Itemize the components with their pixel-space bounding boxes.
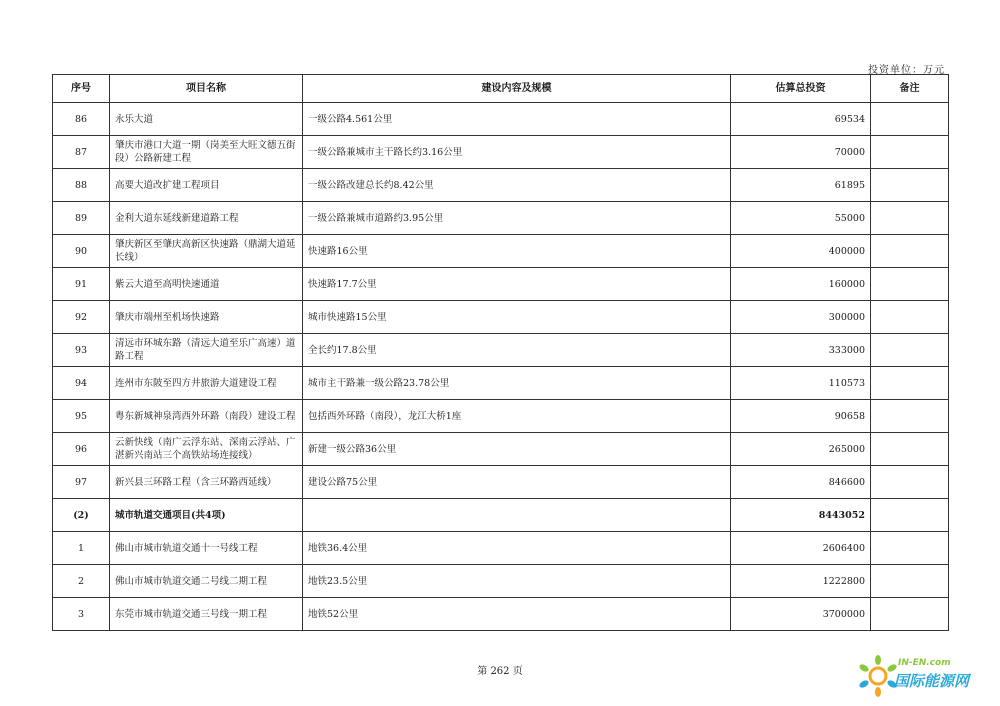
cell-name: 肇庆新区至肇庆高新区快速路（鼎湖大道延长线） [110, 235, 303, 268]
header-remark: 备注 [871, 75, 949, 103]
watermark-logo [858, 654, 998, 702]
header-no: 序号 [53, 75, 110, 103]
cell-amount: 160000 [731, 268, 871, 301]
cell-no: 86 [53, 103, 110, 136]
cell-name: 东莞市城市轨道交通三号线一期工程 [110, 598, 303, 631]
cell-name: 清远市环城东路（清远大道至乐广高速）道路工程 [110, 334, 303, 367]
cell-remark [871, 433, 949, 466]
cell-remark [871, 136, 949, 169]
table-row [53, 598, 949, 631]
table-row [53, 301, 949, 334]
header-name: 项目名称 [110, 75, 303, 103]
table-row [53, 202, 949, 235]
cell-no: 2 [53, 565, 110, 598]
header-content: 建设内容及规模 [303, 75, 731, 103]
cell-content: 城市主干路兼一级公路23.78公里 [303, 367, 731, 400]
cell-no: 93 [53, 334, 110, 367]
cell-remark [871, 169, 949, 202]
cell-content: 全长约17.8公里 [303, 334, 731, 367]
cell-amount: 8443052 [731, 499, 871, 532]
cell-no: 3 [53, 598, 110, 631]
cell-content: 一级公路改建总长约8.42公里 [303, 169, 731, 202]
cell-remark [871, 598, 949, 631]
table-body [53, 103, 949, 631]
table-row [53, 169, 949, 202]
table-row [53, 367, 949, 400]
cell-remark [871, 235, 949, 268]
cell-no: 87 [53, 136, 110, 169]
table-row [53, 532, 949, 565]
cell-name: 紫云大道至高明快速通道 [110, 268, 303, 301]
cell-name: 佛山市城市轨道交通二号线二期工程 [110, 565, 303, 598]
cell-amount: 70000 [731, 136, 871, 169]
cell-no: 97 [53, 466, 110, 499]
header-amount: 估算总投资 [731, 75, 871, 103]
cell-no: 89 [53, 202, 110, 235]
cell-content: 城市快速路15公里 [303, 301, 731, 334]
cell-name: 肇庆市港口大道一期（岗美至大旺文德五街段）公路新建工程 [110, 136, 303, 169]
cell-amount: 265000 [731, 433, 871, 466]
cell-no: 95 [53, 400, 110, 433]
table-row [53, 136, 949, 169]
cell-content: 一级公路兼城市道路约3.95公里 [303, 202, 731, 235]
cell-amount: 333000 [731, 334, 871, 367]
cell-content: 一级公路兼城市主干路长约3.16公里 [303, 136, 731, 169]
cell-remark [871, 499, 949, 532]
cell-amount: 300000 [731, 301, 871, 334]
cell-remark [871, 400, 949, 433]
cell-name: 城市轨道交通项目(共4项) [110, 499, 303, 532]
cell-no: 88 [53, 169, 110, 202]
table-row [53, 103, 949, 136]
project-table [52, 74, 949, 631]
table-row [53, 466, 949, 499]
cell-content: 快速路17.7公里 [303, 268, 731, 301]
cell-name: 肇庆市端州至机场快速路 [110, 301, 303, 334]
cell-no: (2) [53, 499, 110, 532]
page-number: 第 262 页 [477, 666, 523, 677]
cell-amount: 1222800 [731, 565, 871, 598]
cell-no: 94 [53, 367, 110, 400]
cell-remark [871, 202, 949, 235]
cell-amount: 2606400 [731, 532, 871, 565]
cell-amount: 55000 [731, 202, 871, 235]
cell-content: 地铁23.5公里 [303, 565, 731, 598]
sun-icon [858, 654, 898, 698]
cell-no: 90 [53, 235, 110, 268]
table-row [53, 235, 949, 268]
table-row [53, 334, 949, 367]
cell-remark [871, 103, 949, 136]
cell-remark [871, 367, 949, 400]
cell-name: 云新快线（南广云浮东站、深南云浮站、广湛新兴南站三个高铁站场连接线） [110, 433, 303, 466]
section-row [53, 499, 949, 532]
cell-name: 永乐大道 [110, 103, 303, 136]
cell-amount: 3700000 [731, 598, 871, 631]
cell-remark [871, 466, 949, 499]
cell-name: 粤东新城神泉湾西外环路（南段）建设工程 [110, 400, 303, 433]
cell-content [303, 499, 731, 532]
cell-amount: 90658 [731, 400, 871, 433]
watermark-brand-en: IN-EN.com [898, 658, 951, 668]
cell-remark [871, 268, 949, 301]
cell-name: 高要大道改扩建工程项目 [110, 169, 303, 202]
cell-amount: 61895 [731, 169, 871, 202]
cell-content: 快速路16公里 [303, 235, 731, 268]
cell-remark [871, 532, 949, 565]
cell-remark [871, 301, 949, 334]
cell-no: 91 [53, 268, 110, 301]
cell-remark [871, 334, 949, 367]
cell-no: 1 [53, 532, 110, 565]
cell-amount: 69534 [731, 103, 871, 136]
table-row [53, 400, 949, 433]
cell-content: 一级公路4.561公里 [303, 103, 731, 136]
cell-content: 包括西外环路（南段），龙江大桥1座 [303, 400, 731, 433]
cell-content: 地铁52公里 [303, 598, 731, 631]
cell-amount: 846600 [731, 466, 871, 499]
cell-no: 96 [53, 433, 110, 466]
cell-content: 地铁36.4公里 [303, 532, 731, 565]
cell-no: 92 [53, 301, 110, 334]
unit-note: 投资单位：万元 [868, 65, 945, 76]
cell-amount: 110573 [731, 367, 871, 400]
cell-name: 佛山市城市轨道交通十一号线工程 [110, 532, 303, 565]
cell-content: 建设公路75公里 [303, 466, 731, 499]
table-row [53, 268, 949, 301]
cell-name: 金利大道东延线新建道路工程 [110, 202, 303, 235]
cell-content: 新建一级公路36公里 [303, 433, 731, 466]
table-row [53, 565, 949, 598]
cell-name: 新兴县三环路工程（含三环路西延线） [110, 466, 303, 499]
watermark-brand-cn: 国际能源网 [894, 672, 970, 690]
cell-name: 连州市东陂至四方井旅游大道建设工程 [110, 367, 303, 400]
cell-remark [871, 565, 949, 598]
cell-amount: 400000 [731, 235, 871, 268]
table-row [53, 433, 949, 466]
table-header-row [53, 75, 949, 103]
